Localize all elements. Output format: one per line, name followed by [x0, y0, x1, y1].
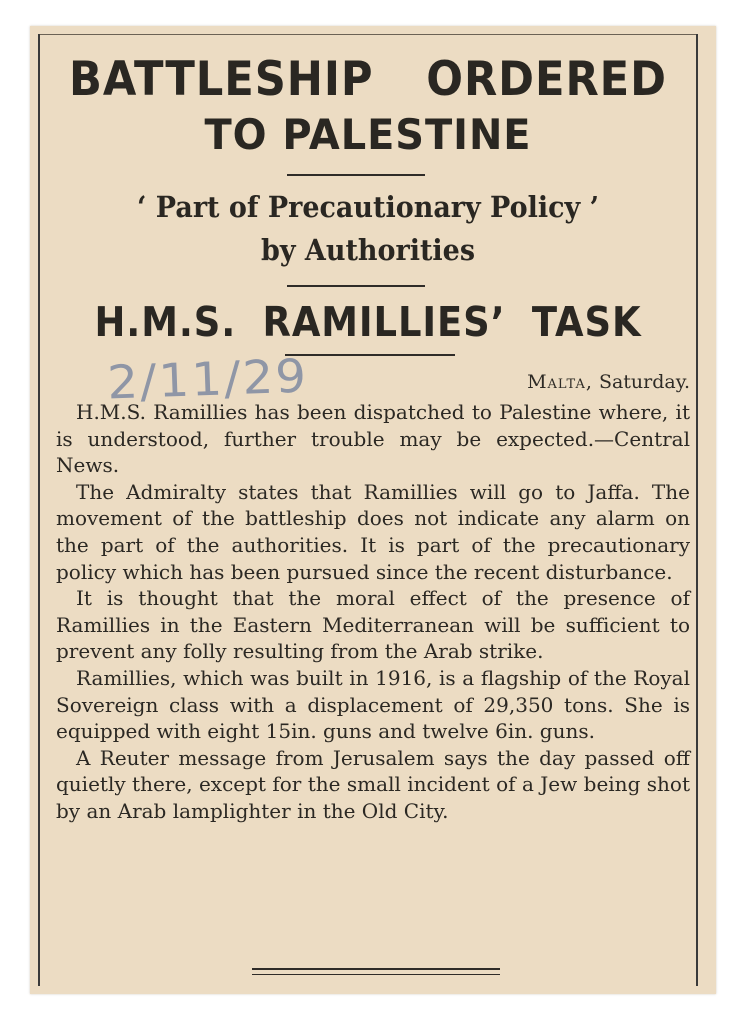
end-rule-thin: [252, 974, 500, 975]
paragraph: A Reuter message from Jerusalem says the day passed off quietly there, except for the small incident of a Jew being shot by an Arab lamplighter in the Old City.: [56, 745, 690, 823]
top-border-rule: [40, 34, 696, 35]
handwritten-date-annotation: 2/11/29: [106, 348, 310, 410]
article-title: H.M.S. RAMILLIES’ TASK: [94, 298, 642, 346]
right-column-rule: [696, 34, 698, 986]
paragraph: The Admiralty states that Ramillies will go to Jaffa. The movement of the battleship does not indicate any alarm on the part of the authorities. It is part of the precautionary policy which has been pursued since the recent disturbance.: [56, 479, 690, 584]
paragraph: It is thought that the moral effect of the presence of Ramillies in the Eastern Mediterranean will be sufficient to prevent any folly resulting from the Arab strike.: [56, 586, 690, 664]
dateline: [440, 371, 690, 393]
subheading-line-2: by Authorities: [260, 233, 476, 267]
paragraph: H.M.S. Ramillies has been dispatched to Palestine where, it is understood, further trouble may be expected.—Central News.: [56, 400, 690, 478]
dateline-place: Malta,: [527, 371, 593, 393]
headline-line-1: BATTLESHIP ORDERED: [69, 52, 667, 107]
end-rule: [252, 968, 500, 970]
headline-divider: [287, 174, 425, 176]
article-body: [56, 399, 690, 825]
paragraph: Ramillies, which was built in 1916, is a flagship of the Royal Sovereign class with a displacement of 29,350 tons. She is equipped with eight 15in. guns and twelve 6in. guns.: [56, 665, 690, 744]
subheading-divider: [287, 285, 425, 287]
title-divider: [285, 354, 455, 356]
headline-line-2: TO PALESTINE: [204, 110, 532, 159]
subheading-line-1: ‘ Part of Precautionary Policy ’: [137, 190, 599, 224]
left-column-rule: [38, 34, 40, 986]
dateline-day: Saturday.: [598, 371, 690, 393]
